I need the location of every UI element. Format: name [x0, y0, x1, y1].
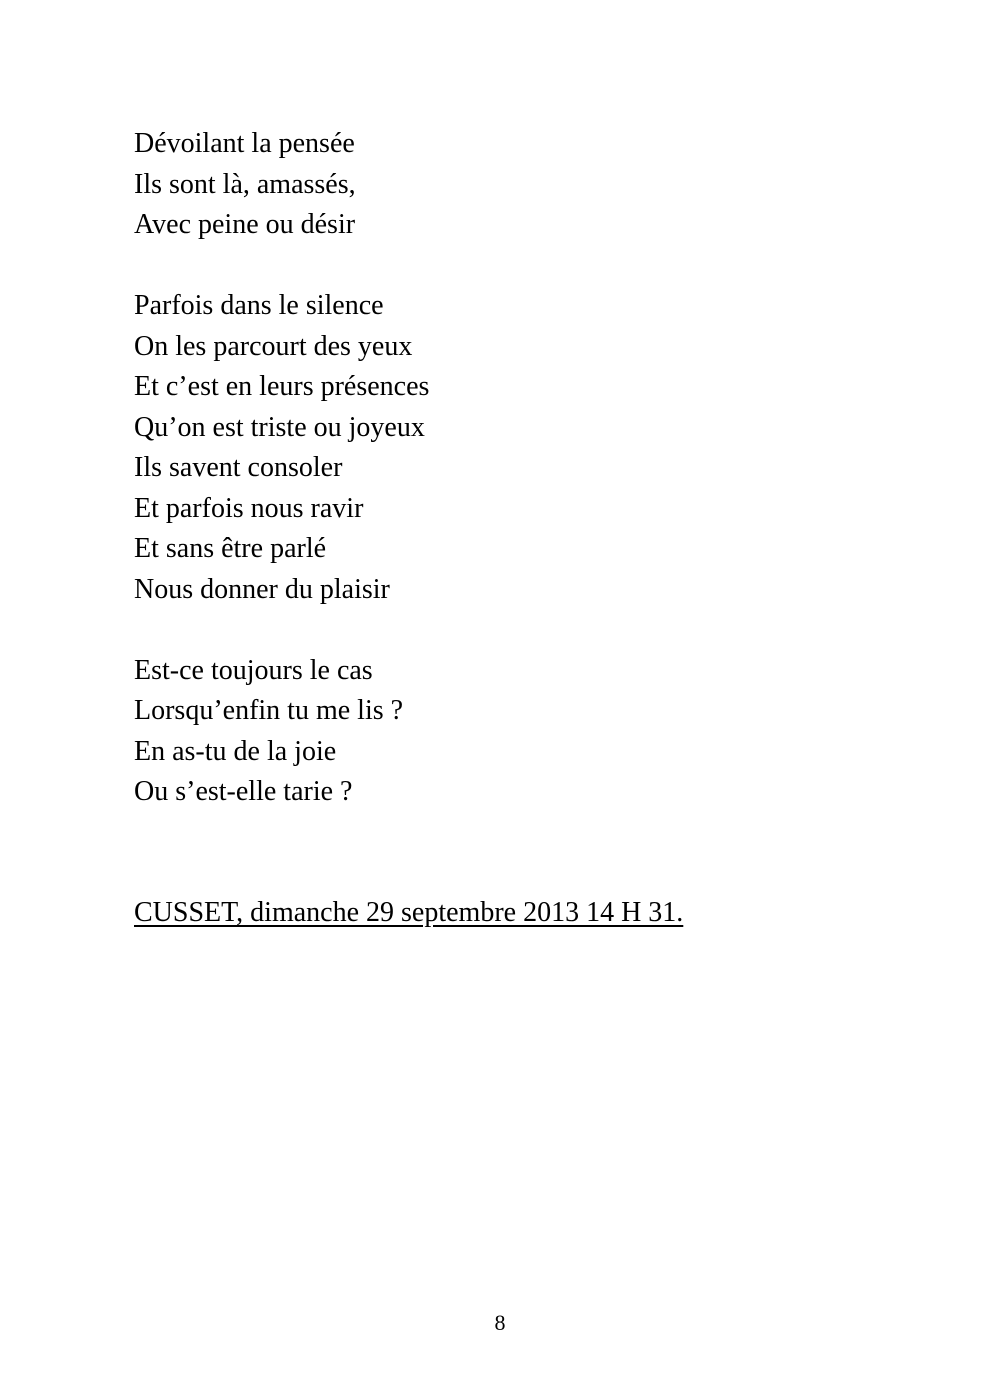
poem-line: On les parcourt des yeux: [134, 330, 413, 362]
stanza-2: [134, 286, 894, 610]
poem-line: Et sans être parlé: [134, 533, 327, 564]
stanza-1: [134, 124, 894, 246]
poem-line: Nous donner du plaisir: [134, 573, 390, 605]
poem-line: Et c’est en leurs présences: [134, 371, 430, 402]
poem-line: Dévoilant la pensée: [134, 128, 355, 159]
poem-line: Lorsqu’enfin tu me lis ?: [134, 695, 404, 726]
poem-line: Ou s’est-elle tarie ?: [134, 776, 353, 807]
stanza-3: [134, 651, 894, 813]
poem-line: Parfois dans le silence: [134, 290, 384, 321]
poem-line: Qu’on est triste ou joyeux: [134, 411, 425, 443]
poem-line: Ils savent consoler: [134, 452, 343, 483]
page-number: 8: [494, 1310, 506, 1335]
poem-body: [134, 124, 894, 853]
poem-line: Avec peine ou désir: [134, 209, 356, 240]
poem-line: Et parfois nous ravir: [134, 492, 364, 524]
poem-line: En as-tu de la joie: [134, 735, 337, 767]
signature-date-line: CUSSET, dimanche 29 septembre 2013 14 H 31.: [134, 897, 684, 928]
poem-line: Est-ce toujours le cas: [134, 654, 373, 686]
poem-line: Ils sont là, amassés,: [134, 168, 356, 200]
